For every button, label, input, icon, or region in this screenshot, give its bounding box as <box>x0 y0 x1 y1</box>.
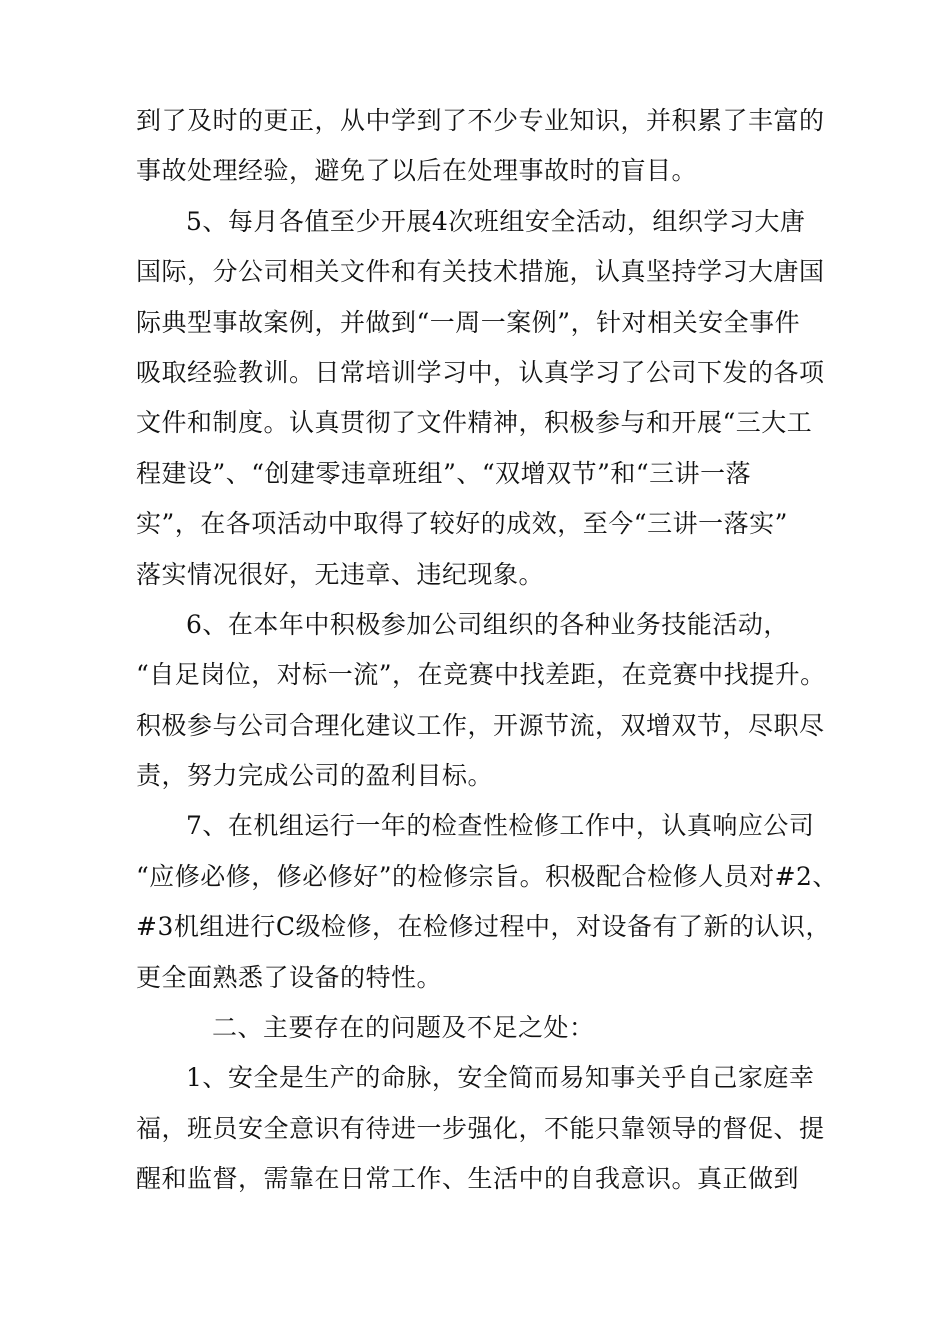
text-line: 落实情况很好，无违章、违纪现象。 <box>136 559 545 589</box>
text-line: 文件和制度。认真贯彻了文件精神，积极参与和开展“三大工 <box>136 408 813 438</box>
text-line: 醒和监督，需靠在日常工作、生活中的自我意识。真正做到 <box>136 1164 800 1194</box>
text-line: 1、安全是生产的命脉，安全简而易知事关乎自己家庭幸 <box>186 1063 815 1093</box>
text-line: 到了及时的更正，从中学到了不少专业知识，并积累了丰富的 <box>136 106 825 135</box>
text-line: 际典型事故案例，并做到“一周一案例”，针对相关安全事件 <box>136 307 801 337</box>
text-line: 吸取经验教训。日常培训学习中，认真学习了公司下发的各项 <box>136 357 825 387</box>
text-line: 实”，在各项活动中取得了较好的成效，至今“三讲一落实” <box>136 509 788 539</box>
text-line: 6、在本年中积极参加公司组织的各种业务技能活动， <box>186 609 789 639</box>
section-heading: 二、主要存在的问题及不足之处： <box>212 1013 595 1043</box>
text-line: 积极参与公司合理化建议工作，开源节流，双增双节，尽职尽 <box>136 710 825 740</box>
text-line: 责，努力完成公司的盈利目标。 <box>136 761 494 791</box>
text-line: “应修必修，修必修好”的检修宗旨。积极配合检修人员对#2、 <box>136 861 838 891</box>
text-line: “自足岗位，对标一流”，在竞赛中找差距，在竞赛中找提升。 <box>136 660 826 690</box>
text-line: 程建设”、“创建零违章班组”、“双增双节”和“三讲一落 <box>136 458 752 488</box>
text-line: 5、每月各值至少开展4次班组安全活动，组织学习大唐 <box>186 206 806 236</box>
text-line: 福，班员安全意识有待进一步强化，不能只靠领导的督促、提 <box>136 1113 825 1143</box>
text-line: #3机组进行C级检修，在检修过程中，对设备有了新的认识， <box>136 912 831 942</box>
document-body <box>0 96 950 1205</box>
text-line: 国际，分公司相关文件和有关技术措施，认真坚持学习大唐国 <box>136 257 825 287</box>
text-line: 更全面熟悉了设备的特性。 <box>136 962 443 992</box>
text-line: 7、在机组运行一年的检查性检修工作中，认真响应公司 <box>186 811 815 841</box>
text-line: 事故处理经验，避免了以后在处理事故时的盲目。 <box>136 156 698 186</box>
